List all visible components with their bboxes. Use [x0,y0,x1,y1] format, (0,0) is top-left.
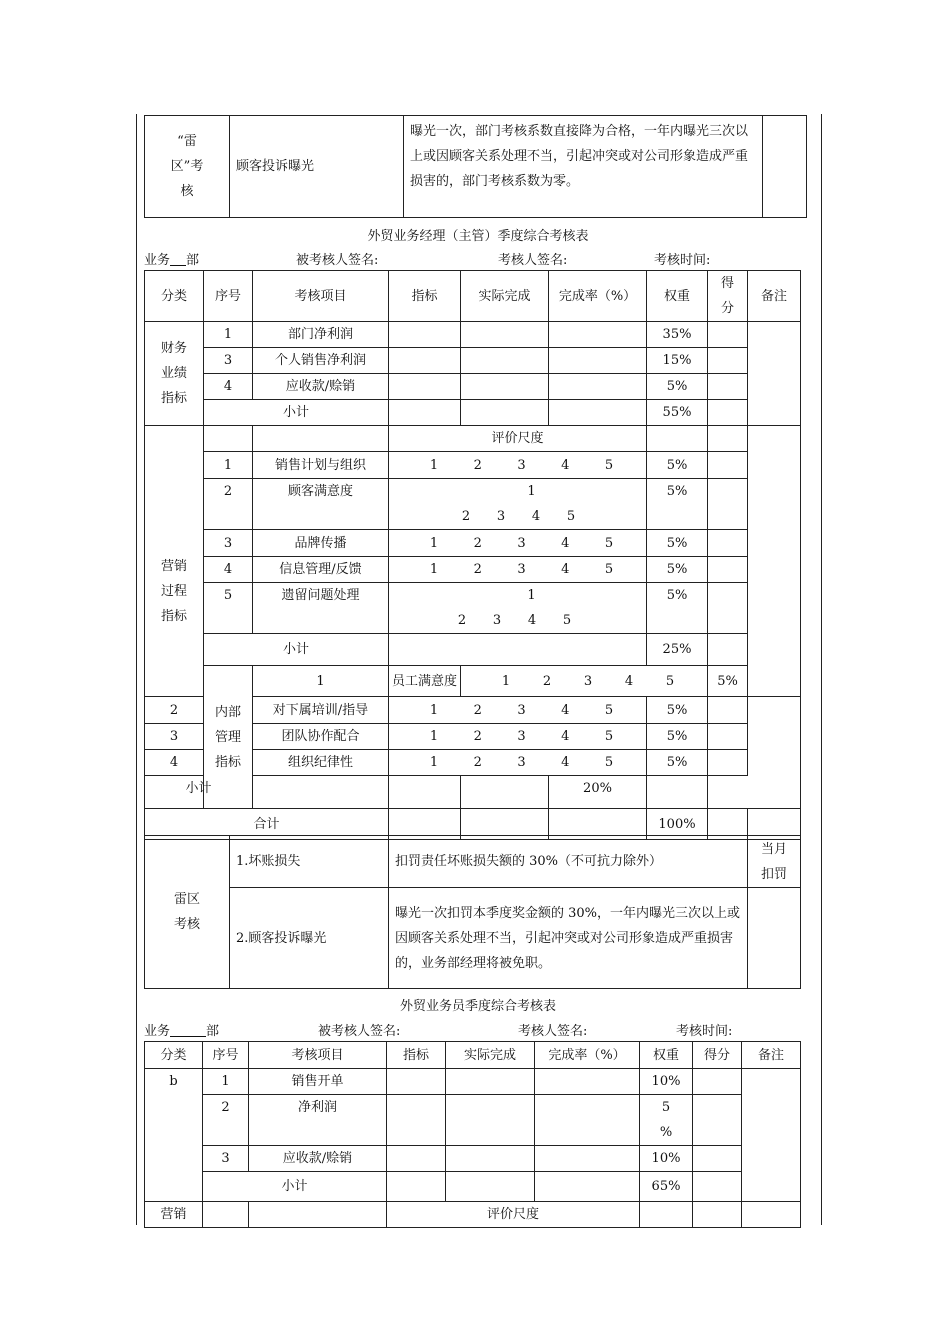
staff-next-row [145,1202,801,1228]
col-remark: 备注 [742,1042,801,1069]
col-remark: 备注 [748,271,801,322]
staff-examinee-label: 被考核人签名: [318,1024,401,1039]
table-row [145,530,801,557]
row-weight: 5% [708,666,748,697]
manager-examinee-label: 被考核人签名: [296,253,379,268]
col-item: 考核项目 [249,1042,387,1069]
col-rate: 完成率（%） [535,1042,640,1069]
internal-category: 内部管理指标 [204,666,253,809]
subtotal-row [145,400,801,426]
table-row [145,374,801,400]
row-no: 3 [204,530,253,557]
row-weight: 10% [640,1146,693,1172]
subtotal-row [145,1172,801,1202]
row-weight: 5% [647,374,708,400]
subtotal-weight: 25% [647,634,708,666]
table-row [145,322,801,348]
col-category: 分类 [145,1042,203,1069]
row-no: 4 [204,557,253,583]
col-no: 序号 [203,1042,249,1069]
marketing-remark [748,426,801,697]
staff-remark [742,1069,801,1202]
col-score: 得分 [693,1042,742,1069]
row-item: 员工满意度 [389,666,461,697]
table-row [145,1069,801,1095]
row-weight: 15% [647,348,708,374]
row-no: 1 [253,666,389,697]
row-no: 5 [204,583,253,634]
minefield-note-1: 当月扣罚 [748,836,801,888]
next-category: 营销 [145,1202,203,1228]
total-weight: 100% [647,809,708,840]
row-weight: 5% [647,530,708,557]
row-item: 应收款/赊销 [249,1146,387,1172]
row-no: 1 [203,1069,249,1095]
subtotal-label: 小计 [204,634,389,666]
row-no: 3 [145,724,204,750]
subtotal-weight: 20% [549,776,647,809]
row-no: 2 [203,1095,249,1146]
subtotal-label: 小计 [203,1172,387,1202]
manager-dept: 业务 部 [144,253,200,268]
total-label: 合计 [145,809,389,840]
col-no: 序号 [204,271,253,322]
top-item: 顾客投诉曝光 [230,116,404,218]
table-row [145,557,801,583]
col-target: 指标 [387,1042,446,1069]
table-row [145,452,801,479]
staff-time-label: 考核时间: [676,1024,733,1039]
row-no: 3 [203,1146,249,1172]
marketing-category: 营销过程指标 [145,426,204,697]
row-weight: 5% [647,557,708,583]
col-category: 分类 [145,271,204,322]
manager-table [144,270,801,840]
table-row [145,1146,801,1172]
row-no: 4 [204,374,253,400]
top-category: “雷区”考核 [145,116,230,218]
row-item: 品牌传播 [253,530,389,557]
finance-category: 财务业绩指标 [145,322,204,426]
row-item: 对下属培训/指导 [253,697,389,724]
scale-header-row [145,426,801,452]
row-no: 1 [204,452,253,479]
subtotal-weight: 55% [647,400,708,426]
manager-header-row [145,271,801,322]
manager-examiner-label: 考核人签名: [498,253,568,268]
staff-table [144,1041,801,1228]
row-item: 净利润 [249,1095,387,1146]
table-row [145,479,801,530]
row-item: 遗留问题处理 [253,583,389,634]
scale-cells: 1 2 3 4 5 [461,666,708,697]
col-rate: 完成率（%） [549,271,647,322]
col-actual: 实际完成 [446,1042,535,1069]
row-weight: 5% [647,479,708,530]
scale-label: 评价尺度 [387,1202,640,1228]
row-item: 团队协作配合 [253,724,389,750]
row-item: 组织纪律性 [253,750,389,776]
finance-remark [748,322,801,426]
minefield-item-1: 1.坏账损失 [230,836,389,888]
row-no: 2 [145,697,204,724]
scale-cells: 1 2 3 4 5 [389,530,647,557]
staff-category: b [145,1069,203,1202]
manager-title: 外贸业务经理（主管）季度综合考核表 [367,229,589,244]
row-item: 应收款/赊销 [253,374,389,400]
table-row [145,583,801,634]
row-weight: 35% [647,322,708,348]
minefield-category: 雷区考核 [145,836,230,989]
top-rule: 曝光一次，部门考核系数直接降为合格，一年内曝光三次以上或因顾客关系处理不当，引起冲突或对公司形象造成严重损害的，部门考核系数为零。 [404,116,763,218]
scale-cells: 1 2 3 4 5 [389,583,647,634]
scale-cells: 1 2 3 4 5 [389,724,647,750]
staff-title: 外贸业务员季度综合考核表 [399,999,556,1014]
row-weight: 5% [647,724,708,750]
subtotal-label: 小计 [145,776,253,809]
row-weight: 10% [640,1069,693,1095]
row-item: 部门净利润 [253,322,389,348]
scale-cells: 1 2 3 4 5 [389,479,647,530]
row-weight: 5 % [640,1095,693,1146]
manager-minefield-table [144,835,801,989]
subtotal-weight: 65% [640,1172,693,1202]
col-weight: 权重 [640,1042,693,1069]
scale-cells: 1 2 3 4 5 [389,557,647,583]
minefield-note-2 [748,888,801,989]
minefield-rule-1: 扣罚责任坏账损失额的 30%（不可抗力除外） [389,836,748,888]
top-note [763,116,807,218]
table-row [145,1095,801,1146]
minefield-top-table [144,115,807,218]
manager-time-label: 考核时间: [654,253,711,268]
scale-cells: 1 2 3 4 5 [389,750,647,776]
row-no: 1 [204,322,253,348]
minefield-item-2: 2.顾客投诉曝光 [230,888,389,989]
scale-cells: 1 2 3 4 5 [389,697,647,724]
scale-label: 评价尺度 [389,426,647,452]
row-item: 信息管理/反馈 [253,557,389,583]
table-row [145,666,801,697]
row-no: 3 [204,348,253,374]
col-weight: 权重 [647,271,708,322]
staff-dept: 业务 部 [144,1024,220,1039]
scale-cells: 1 2 3 4 5 [389,452,647,479]
staff-header-row [145,1042,801,1069]
row-item: 销售开单 [249,1069,387,1095]
row-no: 2 [204,479,253,530]
subtotal-label: 小计 [204,400,389,426]
row-weight: 5% [647,452,708,479]
staff-examiner-label: 考核人签名: [518,1024,588,1039]
row-item: 个人销售净利润 [253,348,389,374]
row-item: 销售计划与组织 [253,452,389,479]
minefield-rule-2: 曝光一次扣罚本季度奖金额的 30%，一年内曝光三次以上或因顾客关系处理不当，引起冲突或对公司形象造成严重损害的，业务部经理将被免职。 [389,888,748,989]
subtotal-row [145,776,801,809]
row-item: 顾客满意度 [253,479,389,530]
col-score: 得分 [708,271,748,322]
subtotal-row [145,634,801,666]
row-weight: 5% [647,697,708,724]
col-item: 考核项目 [253,271,389,322]
col-target: 指标 [389,271,461,322]
row-weight: 5% [647,583,708,634]
col-actual: 实际完成 [461,271,549,322]
row-weight: 5% [647,750,708,776]
table-row [145,348,801,374]
row-no: 4 [145,750,204,776]
